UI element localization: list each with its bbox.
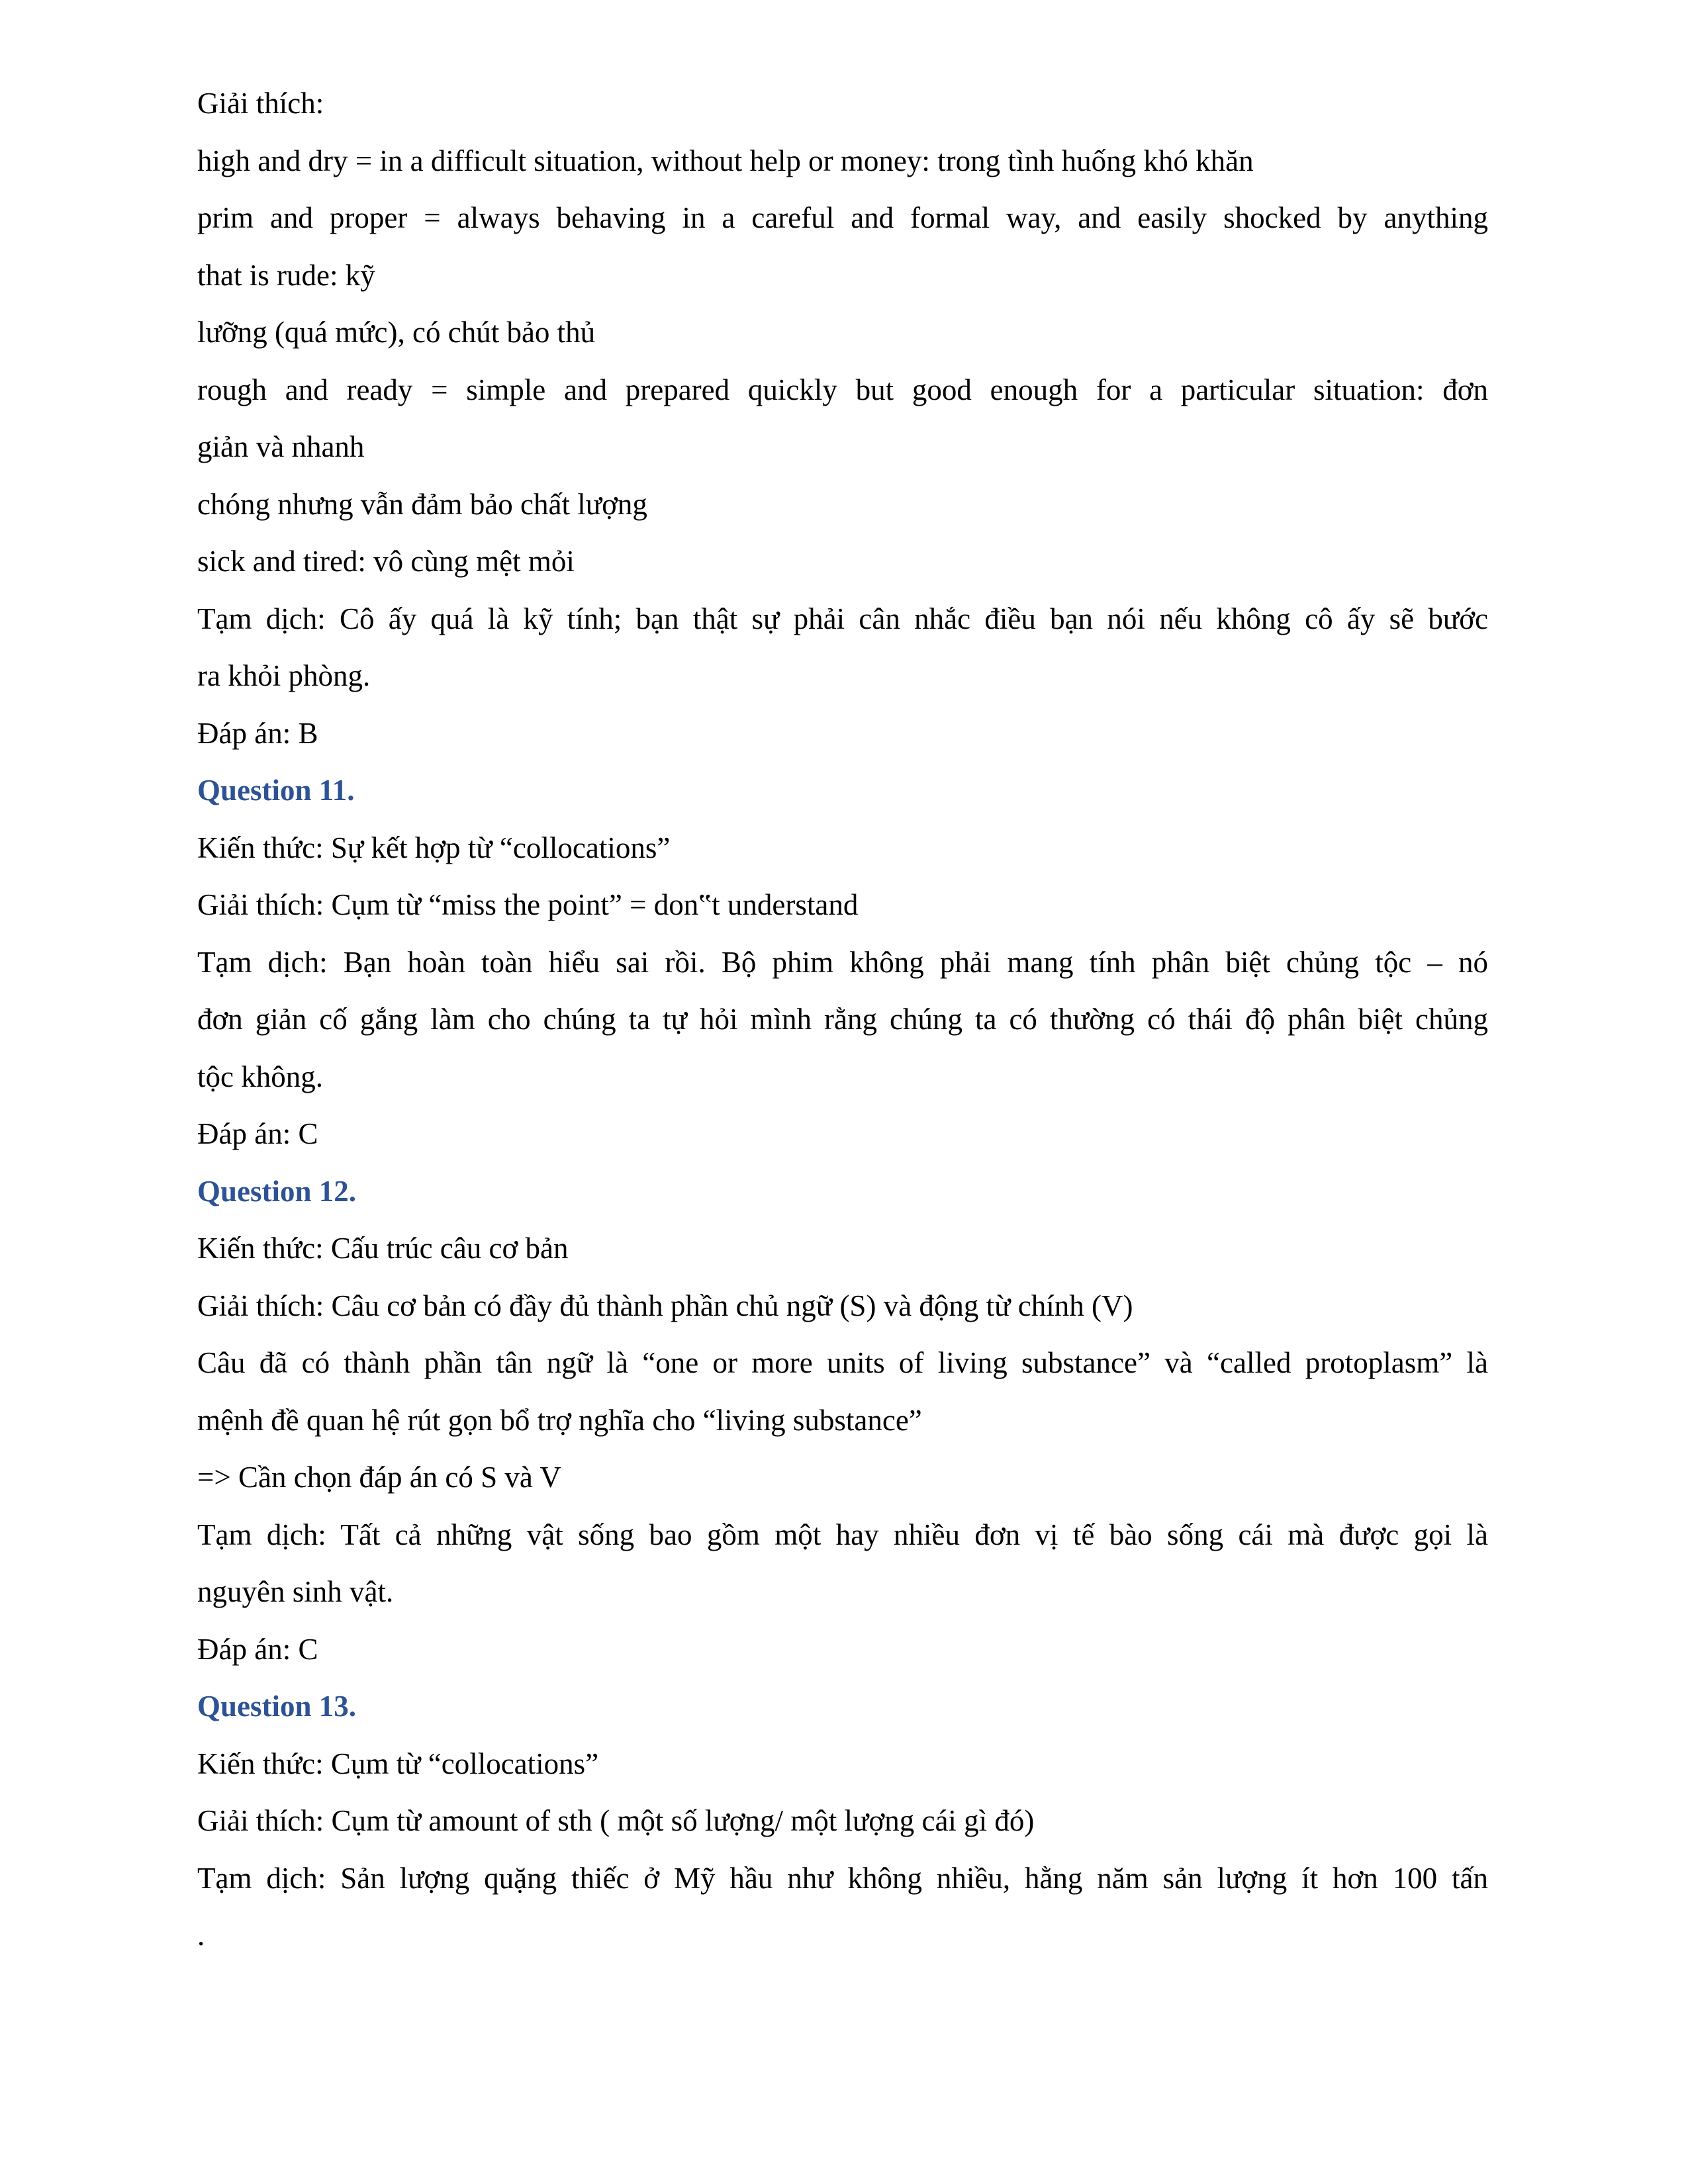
text-line: Đáp án: B [197, 716, 318, 750]
text-line: mệnh đề quan hệ rút gọn bổ trợ nghĩa cho “living substance” [197, 1403, 922, 1437]
text-line: Giải thích: Cụm từ “miss the point” = don‟t understand [197, 888, 859, 921]
text-line: Đáp án: C [197, 1632, 318, 1666]
text-line: . [197, 1919, 205, 1952]
text-line: Tạm dịch: Cô ấy quá là kỹ tính; bạn thật sự phải cân nhắc điều bạn nói nếu không cô ấy sẽ bước [197, 602, 1488, 635]
text-line: Tạm dịch: Bạn hoàn toàn hiểu sai rồi. Bộ phim không phải mang tính phân biệt chủng tộc – nó [197, 945, 1488, 979]
text-line: nguyên sinh vật. [197, 1575, 394, 1608]
text-line: Giải thích: Cụm từ amount of sth ( một số lượng/ một lượng cái gì đó) [197, 1804, 1035, 1837]
text-line: chóng nhưng vẫn đảm bảo chất lượng [197, 487, 647, 521]
text-line: prim and proper = always behaving in a careful and formal way, and easily shocked by anything [197, 201, 1488, 234]
text-line: đơn giản cố gắng làm cho chúng ta tự hỏi mình rằng chúng ta có thường có thái độ phân biệt chủng [197, 1003, 1488, 1036]
question-heading: Question 12. [197, 1174, 357, 1208]
text-line: tộc không. [197, 1060, 323, 1093]
text-line: ra khỏi phòng. [197, 659, 371, 692]
text-line: lưỡng (quá mức), có chút bảo thủ [197, 316, 596, 349]
question-heading: Question 11. [197, 774, 355, 807]
question-heading: Question 13. [197, 1690, 357, 1723]
text-line: Đáp án: C [197, 1117, 318, 1150]
text-line: giản và nhanh [197, 430, 365, 463]
text-line: sick and tired: vô cùng mệt mỏi [197, 545, 575, 578]
text-line: Kiến thức: Cấu trúc câu cơ bản [197, 1232, 569, 1265]
text-line: Kiến thức: Cụm từ “collocations” [197, 1747, 599, 1780]
text-line: Câu đã có thành phần tân ngữ là “one or more units of living substance” và “called protoplasm” là [197, 1346, 1488, 1379]
text-line: Tạm dịch: Tất cả những vật sống bao gồm một hay nhiều đơn vị tế bào sống cái mà được gọi là [197, 1518, 1488, 1551]
document-page [197, 75, 1488, 1964]
text-line: => Cần chọn đáp án có S và V [197, 1461, 561, 1494]
text-line: Tạm dịch: Sản lượng quặng thiếc ở Mỹ hầu như không nhiều, hằng năm sản lượng ít hơn 100 tấn [197, 1861, 1488, 1895]
text-line: high and dry = in a difficult situation, without help or money: trong tình huống khó khăn [197, 144, 1254, 177]
text-line: Giải thích: Câu cơ bản có đầy đủ thành phần chủ ngữ (S) và động từ chính (V) [197, 1289, 1133, 1322]
text-line: Giải thích: [197, 87, 324, 120]
text-line: that is rude: kỹ [197, 258, 375, 292]
text-line: Kiến thức: Sự kết hợp từ “collocations” [197, 831, 671, 864]
text-line: rough and ready = simple and prepared quickly but good enough for a particular situation: đơn [197, 373, 1488, 406]
